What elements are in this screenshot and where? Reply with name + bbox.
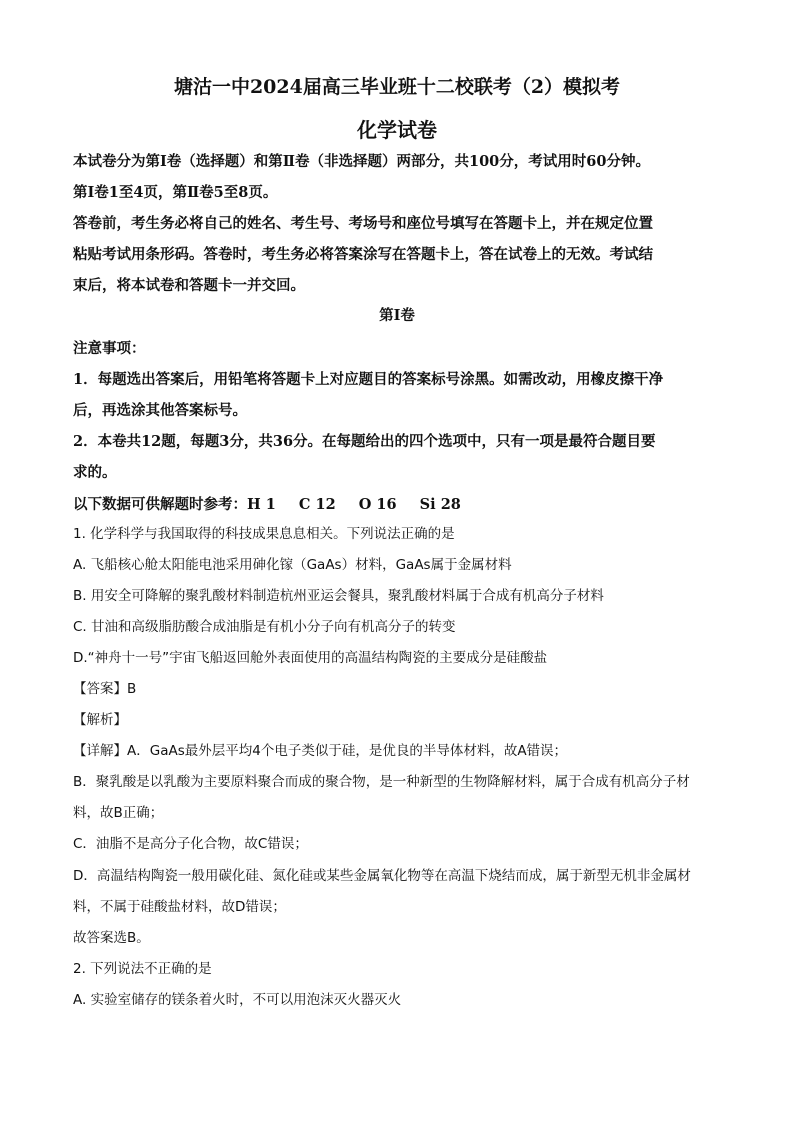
exam-subtitle: 化学试卷 bbox=[357, 118, 437, 142]
option-c: C. 甘油和高级脂肪酸合成油脂是有机小分子向有机高分子的转变 bbox=[73, 619, 456, 635]
analysis-label: 【解析】 bbox=[73, 712, 127, 728]
question-stem: 1. 化学科学与我国取得的科技成果息息相关。下列说法正确的是 bbox=[73, 526, 455, 542]
reference-label: 以下数据可供解题时参考：H 1 bbox=[73, 496, 276, 513]
intro-line: 粘贴考试用条形码。答卷时，考生务必将答案涂写在答题卡上，答在试卷上的无效。考试结 bbox=[73, 246, 653, 263]
reference-item: Si 28 bbox=[419, 496, 461, 513]
explanation-line: 料，故B正确； bbox=[73, 805, 164, 821]
section-heading: 第Ⅰ卷 bbox=[379, 307, 415, 324]
intro-line: 第Ⅰ卷1至4页，第Ⅱ卷5至8页。 bbox=[73, 184, 278, 201]
explanation-line: 【详解】A．GaAs最外层平均4个电子类似于硅，是优良的半导体材料，故A错误； bbox=[73, 743, 568, 759]
question-stem: 2. 下列说法不正确的是 bbox=[73, 961, 212, 977]
option-a: A. 实验室储存的镁条着火时，不可以用泡沫灭火器灭火 bbox=[73, 992, 402, 1008]
reference-data bbox=[73, 489, 723, 520]
answer-line: 【答案】B bbox=[73, 681, 137, 697]
explanation-line: C．油脂不是高分子化合物，故C错误； bbox=[73, 836, 308, 852]
notes-line: 求的。 bbox=[73, 464, 117, 481]
notes-title: 注意事项： bbox=[73, 340, 146, 357]
option-d: D.“神舟十一号”宇宙飞船返回舱外表面使用的高温结构陶瓷的主要成分是硅酸盐 bbox=[73, 650, 548, 666]
reference-item: O 16 bbox=[358, 496, 397, 513]
intro-line: 束后，将本试卷和答题卡一并交回。 bbox=[73, 277, 305, 294]
intro-line: 答卷前，考生务必将自己的姓名、考生号、考场号和座位号填写在答题卡上，并在规定位置 bbox=[73, 215, 653, 232]
notes-line: 2．本卷共12题，每题3分，共36分。在每题给出的四个选项中，只有一项是最符合题目要 bbox=[73, 433, 656, 450]
option-b: B. 用安全可降解的聚乳酸材料制造杭州亚运会餐具，聚乳酸材料属于合成有机高分子材料 bbox=[73, 588, 604, 604]
intro-line: 本试卷分为第Ⅰ卷（选择题）和第Ⅱ卷（非选择题）两部分，共100分，考试用时60分钟。 bbox=[73, 153, 650, 170]
notes-line: 后，再选涂其他答案标号。 bbox=[73, 402, 247, 419]
reference-item: C 12 bbox=[298, 496, 336, 513]
exam-title: 塘沽一中2024届高三毕业班十二校联考（2）模拟考 bbox=[173, 76, 621, 98]
explanation-line: 料，不属于硅酸盐材料，故D错误； bbox=[73, 899, 286, 915]
explanation-line: 故答案选B。 bbox=[73, 930, 150, 946]
option-a: A. 飞船核心舱太阳能电池采用砷化镓（GaAs）材料，GaAs属于金属材料 bbox=[73, 557, 512, 573]
explanation-line: B．聚乳酸是以乳酸为主要原料聚合而成的聚合物，是一种新型的生物降解材料，属于合成有机高分子材 bbox=[73, 774, 690, 790]
notes-line: 1．每题选出答案后，用铅笔将答题卡上对应题目的答案标号涂黑。如需改动，用橡皮擦干净 bbox=[73, 371, 664, 388]
explanation-line: D．高温结构陶瓷一般用碳化硅、氮化硅或某些金属氧化物等在高温下烧结而成，属于新型无机非金属材 bbox=[73, 868, 691, 884]
